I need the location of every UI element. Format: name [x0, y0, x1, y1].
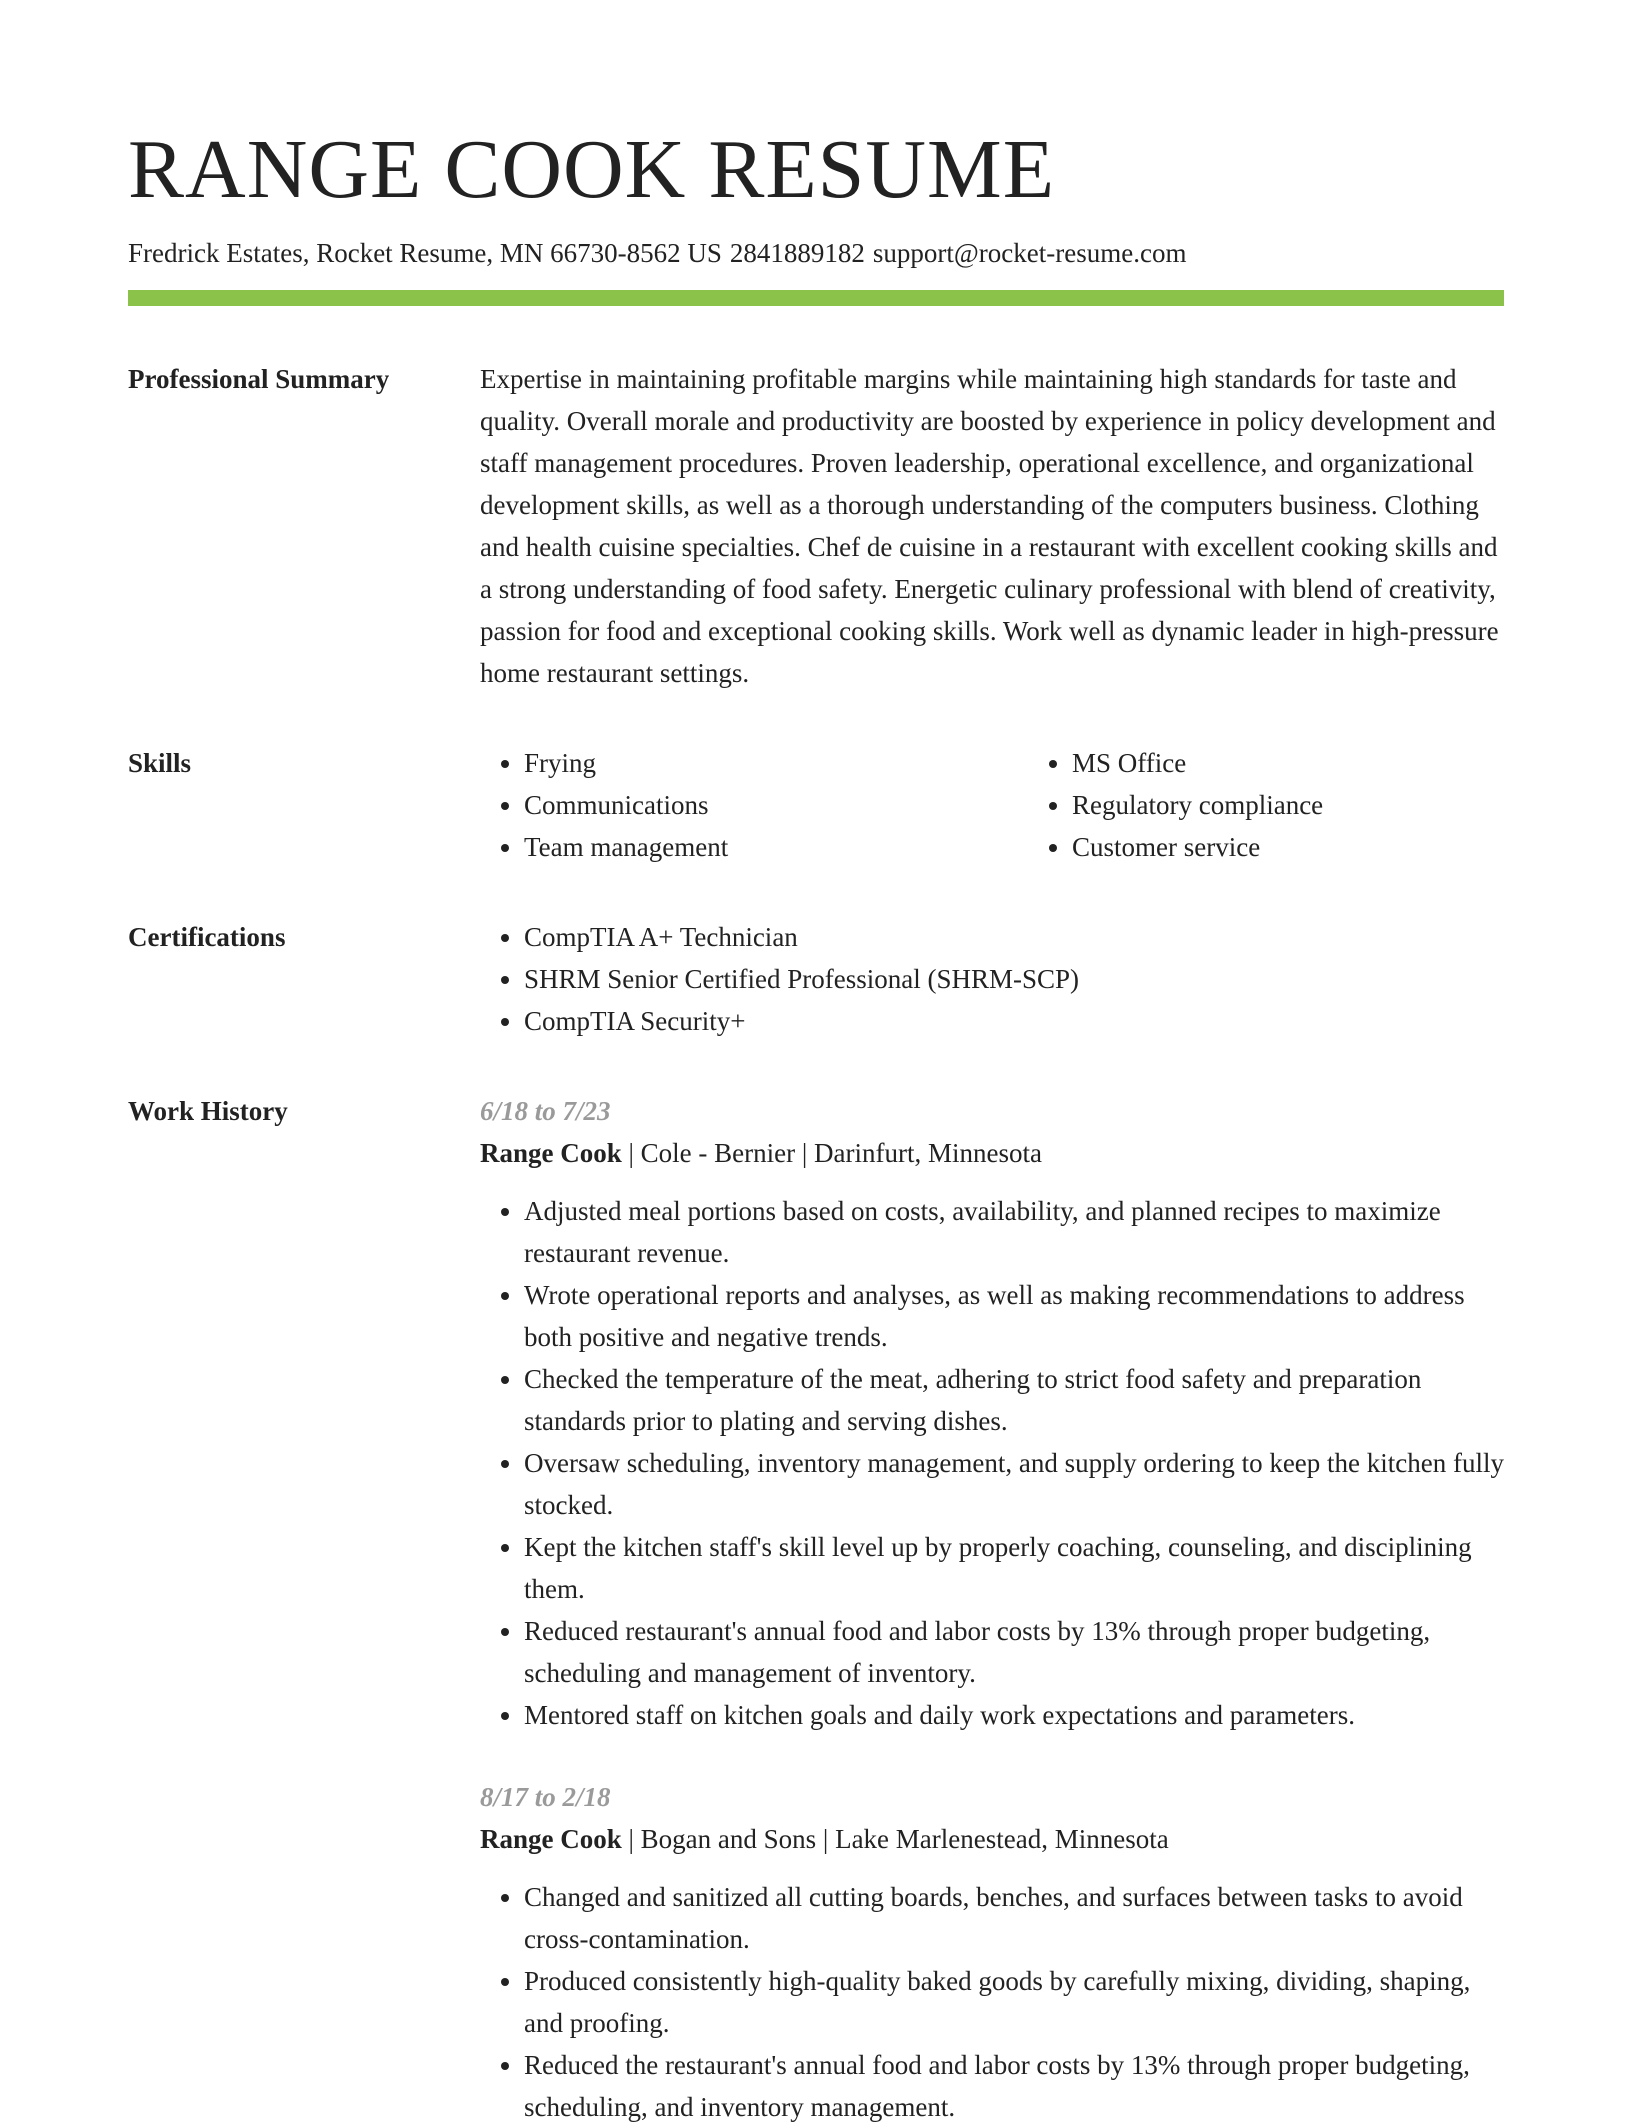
job-dates: 6/18 to 7/23 — [480, 1096, 611, 1126]
work-history-heading: Work History — [128, 1096, 288, 1126]
contact-phone: 2841889182 — [729, 238, 865, 268]
job-bullets — [480, 1190, 1504, 1736]
summary-heading: Professional Summary — [128, 364, 390, 394]
work-history-section — [128, 1090, 1504, 2128]
job-bullet: • Changed and sanitized all cutting boards, benches, and surfaces between tasks to avoid cross-contamination. — [524, 1876, 1504, 1960]
summary-text: Expertise in maintaining profitable margins while maintaining high standards for taste and quality. Overall morale and productivity are boosted by experience in policy development and staff management procedures. Proven leadership, operational excellence, and organizational development skills, as well as a thorough understanding of the computers business. Clothing and health cuisine specialties. Chef de cuisine in a restaurant with excellent cooking skills and a strong understanding of food safety. Energetic culinary professional with blend of creativity, passion for food and exceptional cooking skills. Work well as dynamic leader in high-pressure home restaurant settings. — [480, 364, 1499, 688]
job-bullet: • Reduced the restaurant's annual food and labor costs by 13% through proper budgeting, scheduling, and inventory management. — [524, 2044, 1504, 2128]
contact-line — [128, 236, 1504, 270]
skill-item: • Team management — [524, 826, 1028, 868]
job-bullet: • Reduced restaurant's annual food and labor costs by 13% through proper budgeting, scheduling and management of inventory. — [524, 1610, 1504, 1694]
certification-item: • CompTIA A+ Technician — [524, 916, 1504, 958]
job-entry — [480, 1090, 1504, 1736]
contact-address: Fredrick Estates, Rocket Resume, MN 66730-8562 US — [128, 238, 722, 268]
certification-item: • SHRM Senior Certified Professional (SHRM-SCP) — [524, 958, 1504, 1000]
header-divider — [128, 290, 1504, 306]
job-bullets — [480, 1876, 1504, 2128]
job-bullet: • Adjusted meal portions based on costs, availability, and planned recipes to maximize restaurant revenue. — [524, 1190, 1504, 1274]
skill-item: • Customer service — [1072, 826, 1576, 868]
certifications-list — [480, 916, 1504, 1042]
certification-item: • CompTIA Security+ — [524, 1000, 1504, 1042]
skill-item: • Frying — [524, 742, 1028, 784]
job-bullet: • Checked the temperature of the meat, adhering to strict food safety and preparation standards prior to plating and serving dishes. — [524, 1358, 1504, 1442]
contact-email: support@rocket-resume.com — [872, 238, 1187, 268]
resume-page — [128, 118, 1504, 2128]
certifications-heading: Certifications — [128, 922, 286, 952]
job-bullet: • Kept the kitchen staff's skill level up by properly coaching, counseling, and disciplining them. — [524, 1526, 1504, 1610]
job-bullet: • Oversaw scheduling, inventory management, and supply ordering to keep the kitchen fully stocked. — [524, 1442, 1504, 1526]
skill-item: • MS Office — [1072, 742, 1576, 784]
summary-section — [128, 358, 1504, 694]
skill-item: • Regulatory compliance — [1072, 784, 1576, 826]
job-dates: 8/17 to 2/18 — [480, 1782, 611, 1812]
job-bullet: • Mentored staff on kitchen goals and daily work expectations and parameters. — [524, 1694, 1504, 1736]
certifications-section — [128, 916, 1504, 1042]
job-role: Range Cook — [480, 1138, 622, 1168]
resume-title: RANGE COOK RESUME — [128, 123, 1056, 216]
job-title-line: Range Cook | Bogan and Sons | Lake Marlenestead, Minnesota — [480, 1824, 1169, 1854]
skills-section — [128, 742, 1504, 868]
skills-heading: Skills — [128, 748, 192, 778]
skills-column-2 — [1028, 742, 1576, 868]
job-details: Cole - Bernier | Darinfurt, Minnesota — [640, 1138, 1042, 1168]
job-title-line: Range Cook | Cole - Bernier | Darinfurt, Minnesota — [480, 1138, 1042, 1168]
job-bullet: • Wrote operational reports and analyses, as well as making recommendations to address both positive and negative trends. — [524, 1274, 1504, 1358]
job-bullet: • Produced consistently high-quality baked goods by carefully mixing, dividing, shaping, and proofing. — [524, 1960, 1504, 2044]
job-details: Bogan and Sons | Lake Marlenestead, Minnesota — [640, 1824, 1169, 1854]
job-role: Range Cook — [480, 1824, 622, 1854]
skills-column-1 — [480, 742, 1028, 868]
skill-item: • Communications — [524, 784, 1028, 826]
job-entry — [480, 1776, 1504, 2128]
